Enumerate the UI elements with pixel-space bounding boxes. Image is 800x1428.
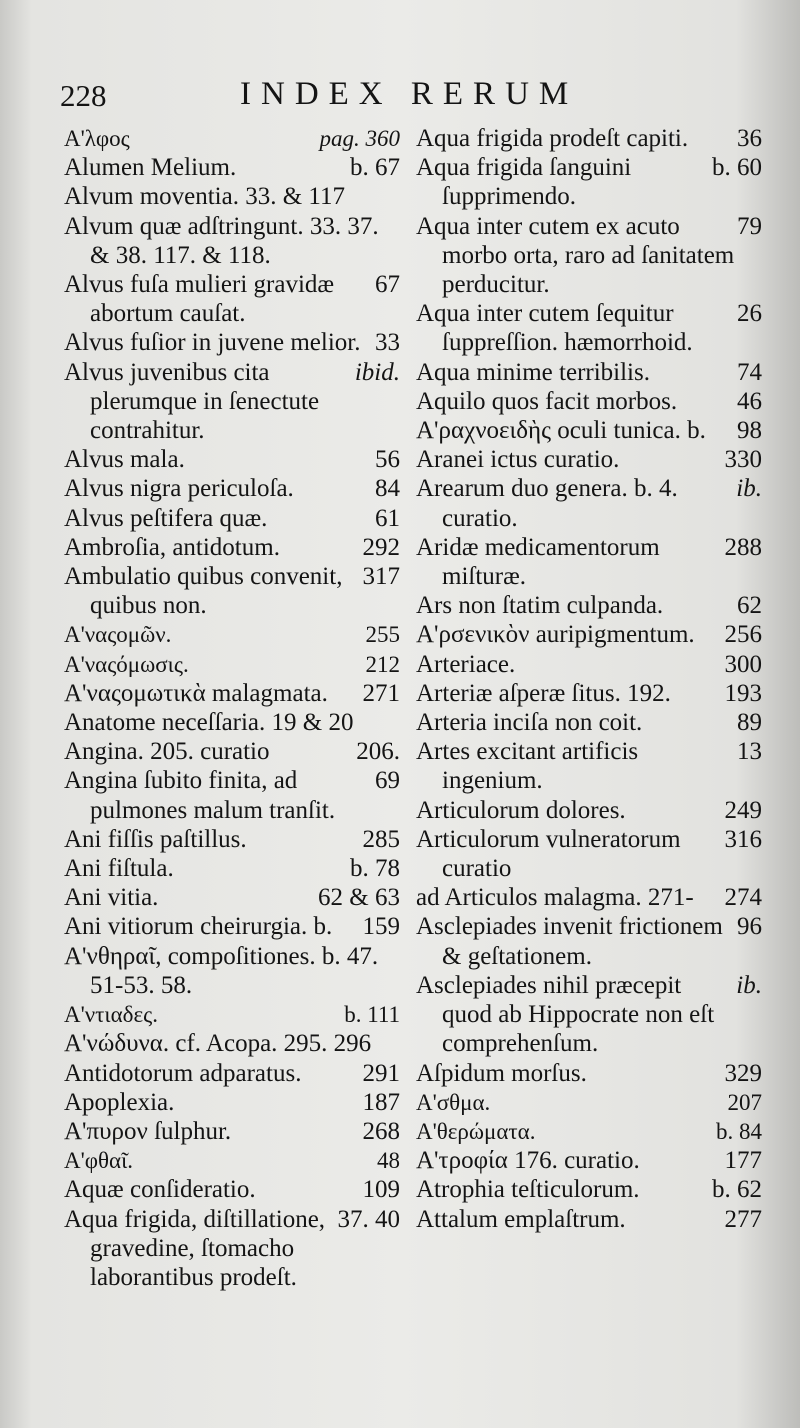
index-entry-page-ref: pag. 360 (319, 126, 400, 151)
index-entry (64, 445, 400, 474)
index-entry (64, 328, 400, 357)
index-entry-text: Alvus nigra periculoſa. (64, 475, 294, 503)
index-entry-text: Α'τροφία 176. curatio. (416, 1147, 640, 1175)
index-entry-page-ref: 46 (737, 387, 762, 415)
index-entry-text: Ani fiſſis paſtillus. (64, 825, 247, 853)
index-entry-page-ref: 300 (724, 650, 762, 678)
index-entry-text: Α'ναςόμωσις. (64, 651, 189, 677)
index-entry-page-ref: ib. (736, 971, 762, 999)
index-entry (64, 737, 400, 766)
index-entry (64, 942, 400, 1000)
index-entry-page-ref: b. 111 (344, 1002, 400, 1028)
index-entry-text: Aquæ conſideratio. (64, 1176, 256, 1204)
index-entry-page-ref: 206. (356, 738, 400, 766)
index-entry-text: Α'ναςομῶν. (64, 622, 172, 648)
index-entry-page-ref: 36 (737, 125, 762, 152)
index-entry-text: Aqua minime terribilis. (416, 358, 650, 386)
index-entry (416, 591, 762, 620)
index-entry-page-ref: 62 (737, 592, 762, 620)
index-entry-page-ref: 67 (375, 271, 400, 299)
index-entry (416, 445, 762, 474)
index-entry-page-ref: 69 (375, 767, 400, 795)
index-entry-text: Alvum moventia. 33. & 117 (64, 183, 345, 211)
index-entry-text: Ambulatio quibus convenit, quibus non. (64, 563, 343, 620)
index-entry (416, 416, 762, 445)
index-entry-text: ad Articulos malagma. 271- (416, 884, 694, 912)
index-entry (64, 1205, 400, 1293)
index-entry (416, 124, 762, 153)
index-entry-text: Angina. 205. curatio (64, 738, 270, 766)
index-entry-text: Articulorum vulneratorum curatio (416, 825, 681, 883)
index-entry-text: Ars non ſtatim culpanda. (416, 592, 664, 620)
index-entry (64, 825, 400, 854)
index-entry-text: Aqua frigida, diſtillatione, gravedine, ſtomacho laborantibus prodeſt. (64, 1205, 326, 1291)
index-entry (416, 474, 762, 532)
index-entry (64, 124, 400, 153)
index-entry-text: Α'ναςομωτικὰ malagmata. (64, 679, 328, 707)
index-entry-page-ref: 292 (362, 533, 400, 561)
index-entry-text: Α'λφος (64, 126, 130, 151)
index-entry-text: Aquilo quos facit morbos. (416, 387, 678, 415)
index-entry-page-ref: 212 (365, 651, 400, 677)
index-entry (64, 358, 400, 446)
index-entry (416, 1088, 762, 1117)
index-entry-page-ref: 268 (362, 1117, 400, 1145)
index-entry-page-ref: 48 (377, 1148, 400, 1174)
index-entry-text: Alvus fuſior in juvene melior. (64, 329, 361, 357)
index-entry-text: Asclepiades invenit frictionem & geſtationem. (416, 913, 723, 970)
running-head: INDEX RERUM (240, 76, 579, 112)
index-entry (64, 1088, 400, 1117)
index-entry (64, 1146, 400, 1175)
index-entry (416, 1175, 762, 1204)
index-entry-text: Α'ντιαδες. (64, 1002, 158, 1028)
index-entry (64, 708, 400, 737)
index-entry-text: Α'ρσενικὸν auripigmentum. (416, 621, 695, 649)
index-entry-text: Α'νώδυνα. cf. Acopa. 295. 296 (64, 1030, 372, 1058)
index-entry (64, 182, 400, 211)
index-entry-text: Asclepiades nihil præcepit quod ab Hippocrate non eſt comprehenſum. (416, 971, 715, 1058)
index-entry (416, 971, 762, 1059)
index-entry-page-ref: 316 (724, 825, 762, 853)
index-entry-page-ref: 33 (375, 329, 400, 357)
index-entry-page-ref: 177 (724, 1147, 762, 1175)
index-entry-text: Α'σθμα. (416, 1089, 491, 1115)
index-entry (416, 533, 762, 591)
index-entry-text: Α'πυρον ſulphur. (64, 1117, 232, 1145)
index-entry-page-ref: b. 84 (716, 1118, 762, 1144)
index-entry-page-ref: 207 (727, 1089, 762, 1115)
index-entry-text: Alvus juvenibus cita plerumque in ſenectute contrahitur. (64, 358, 320, 445)
index-entry (64, 212, 400, 270)
index-entry-text: Attalum emplaſtrum. (416, 1205, 626, 1233)
index-entry-page-ref: ibid. (354, 358, 400, 386)
index-entry-page-ref: 256 (724, 621, 762, 649)
index-entry (416, 1205, 762, 1234)
index-entry-page-ref: b. 60 (712, 154, 762, 182)
index-entry (64, 1000, 400, 1029)
index-entry-text: Arteriace. (416, 650, 516, 678)
index-entry-page-ref: 249 (724, 796, 762, 824)
index-entry-page-ref: 37. 40 (337, 1205, 400, 1233)
index-entry-page-ref: 74 (737, 358, 762, 386)
index-entry-page-ref: 317 (362, 563, 400, 591)
index-entry (64, 766, 400, 824)
index-column-right (416, 124, 762, 1234)
index-entry-page-ref: 329 (724, 1059, 762, 1087)
index-entry-text: Angina ſubito finita, ad pulmones malum tranſit. (64, 767, 336, 824)
index-entry-page-ref: b. 62 (712, 1176, 762, 1204)
index-entry-text: Alvum quæ adſtringunt. 33. 37. & 38. 117. & 118. (64, 212, 379, 269)
index-entry (416, 796, 762, 825)
index-entry-text: Α'φθα̃ι. (64, 1148, 134, 1174)
index-entry-text: Aqua inter cutem ſequitur ſuppreſſion. hæmorrhoid. (416, 300, 693, 357)
index-entry-text: Aridæ medicamentorum miſturæ. (416, 533, 660, 591)
index-entry-page-ref: 61 (375, 504, 400, 532)
index-entry (416, 299, 762, 357)
index-entry-page-ref: 288 (724, 533, 762, 561)
index-entry-page-ref: 285 (362, 825, 400, 853)
index-entry-text: Alumen Melium. (64, 154, 237, 182)
index-entry-page-ref: 330 (724, 446, 762, 474)
index-entry (64, 533, 400, 562)
index-entry-text: Arteriæ aſperæ ſitus. 192. (416, 679, 671, 707)
index-entry-page-ref: 89 (737, 709, 762, 737)
index-entry (64, 270, 400, 328)
index-entry (64, 474, 400, 503)
index-entry-page-ref: 109 (362, 1176, 400, 1204)
index-entry-page-ref: 79 (737, 212, 762, 240)
index-entry-page-ref: b. 67 (350, 154, 400, 182)
index-entry-page-ref: 96 (737, 913, 762, 941)
index-entry-text: Α'νθηρα̃ι, compoſitiones. b. 47. 51-53. 58. (64, 942, 379, 999)
index-entry-text: Aqua inter cutem ex acuto morbo orta, raro ad ſanitatem perducitur. (416, 212, 735, 299)
page-header (0, 76, 800, 120)
index-entry-text: Aqua frigida ſanguini ſupprimendo. (416, 154, 632, 211)
index-entry (416, 387, 762, 416)
index-entry-text: Arearum duo genera. b. 4. curatio. (416, 475, 678, 532)
index-entry-text: Ani vitia. (64, 884, 159, 912)
index-entry-page-ref: 159 (362, 913, 400, 941)
index-entry (416, 708, 762, 737)
index-entry (64, 620, 400, 649)
index-entry-text: Anatome neceſſaria. 19 & 20 (64, 709, 354, 737)
index-entry-text: Ambroſia, antidotum. (64, 533, 280, 561)
index-entry (416, 825, 762, 883)
index-entry (416, 153, 762, 211)
index-entry (416, 1117, 762, 1146)
index-entry (64, 562, 400, 620)
index-entry-text: Articulorum dolores. (416, 796, 626, 824)
index-entry-page-ref: 62 & 63 (318, 884, 400, 912)
index-entry-text: Α'ραχνοειδὴς oculi tunica. b. (416, 417, 706, 445)
index-entry-page-ref: ib. (736, 475, 762, 503)
index-entry (64, 679, 400, 708)
index-entry (416, 620, 762, 649)
index-entry (416, 1146, 762, 1175)
index-entry-text: Alvus mala. (64, 446, 185, 474)
index-entry (64, 504, 400, 533)
index-entry (64, 650, 400, 679)
index-entry-text: Apoplexia. (64, 1088, 175, 1116)
index-entry-page-ref: 13 (737, 738, 762, 766)
index-entry-page-ref: 187 (362, 1088, 400, 1116)
index-entry-page-ref: 277 (724, 1205, 762, 1233)
index-entry (416, 358, 762, 387)
index-entry-page-ref: 255 (365, 622, 400, 648)
index-entry-page-ref: 26 (737, 300, 762, 328)
index-entry-page-ref: 84 (375, 475, 400, 503)
index-entry-text: Alvus peſtifera quæ. (64, 504, 268, 532)
index-entry-page-ref: 98 (737, 417, 762, 445)
index-entry-page-ref: 193 (724, 679, 762, 707)
index-entry-text: Aſpidum morſus. (416, 1059, 587, 1087)
index-entry-text: Ani fiſtula. (64, 855, 174, 883)
index-entry-page-ref: 274 (724, 884, 762, 912)
index-column-left (64, 124, 400, 1292)
index-entry-text: Aqua frigida prodeſt capiti. (416, 125, 689, 152)
index-entry (416, 679, 762, 708)
index-entry-page-ref: b. 78 (350, 855, 400, 883)
index-entry-text: Atrophia teſticulorum. (416, 1176, 640, 1204)
index-entry-page-ref: 291 (362, 1059, 400, 1087)
index-entry (416, 212, 762, 300)
index-entry (64, 883, 400, 912)
index-entry (64, 1029, 400, 1058)
index-entry-text: Antidotorum adparatus. (64, 1059, 302, 1087)
index-entry (64, 153, 400, 182)
index-entry (416, 650, 762, 679)
index-entry (416, 883, 762, 912)
index-entry-text: Alvus fuſa mulieri gravidæ abortum cauſat. (64, 271, 335, 328)
index-entry-page-ref: 56 (375, 446, 400, 474)
index-entry (64, 1117, 400, 1146)
index-entry (416, 912, 762, 970)
index-entry-text: Artes excitant artificis ingenium. (416, 738, 639, 795)
index-entry-text: Arteria inciſa non coit. (416, 709, 643, 737)
index-entry-text: Aranei ictus curatio. (416, 446, 620, 474)
index-entry (416, 737, 762, 795)
index-entry (64, 1175, 400, 1204)
index-entry-page-ref: 271 (362, 679, 400, 707)
index-entry-text: Α'θερώματα. (416, 1118, 536, 1144)
index-entry (64, 1059, 400, 1088)
index-entry (64, 912, 400, 941)
page-number: 228 (60, 78, 107, 113)
index-entry (416, 1059, 762, 1088)
index-entry-text: Ani vitiorum cheirurgia. b. (64, 913, 333, 941)
index-entry (64, 854, 400, 883)
